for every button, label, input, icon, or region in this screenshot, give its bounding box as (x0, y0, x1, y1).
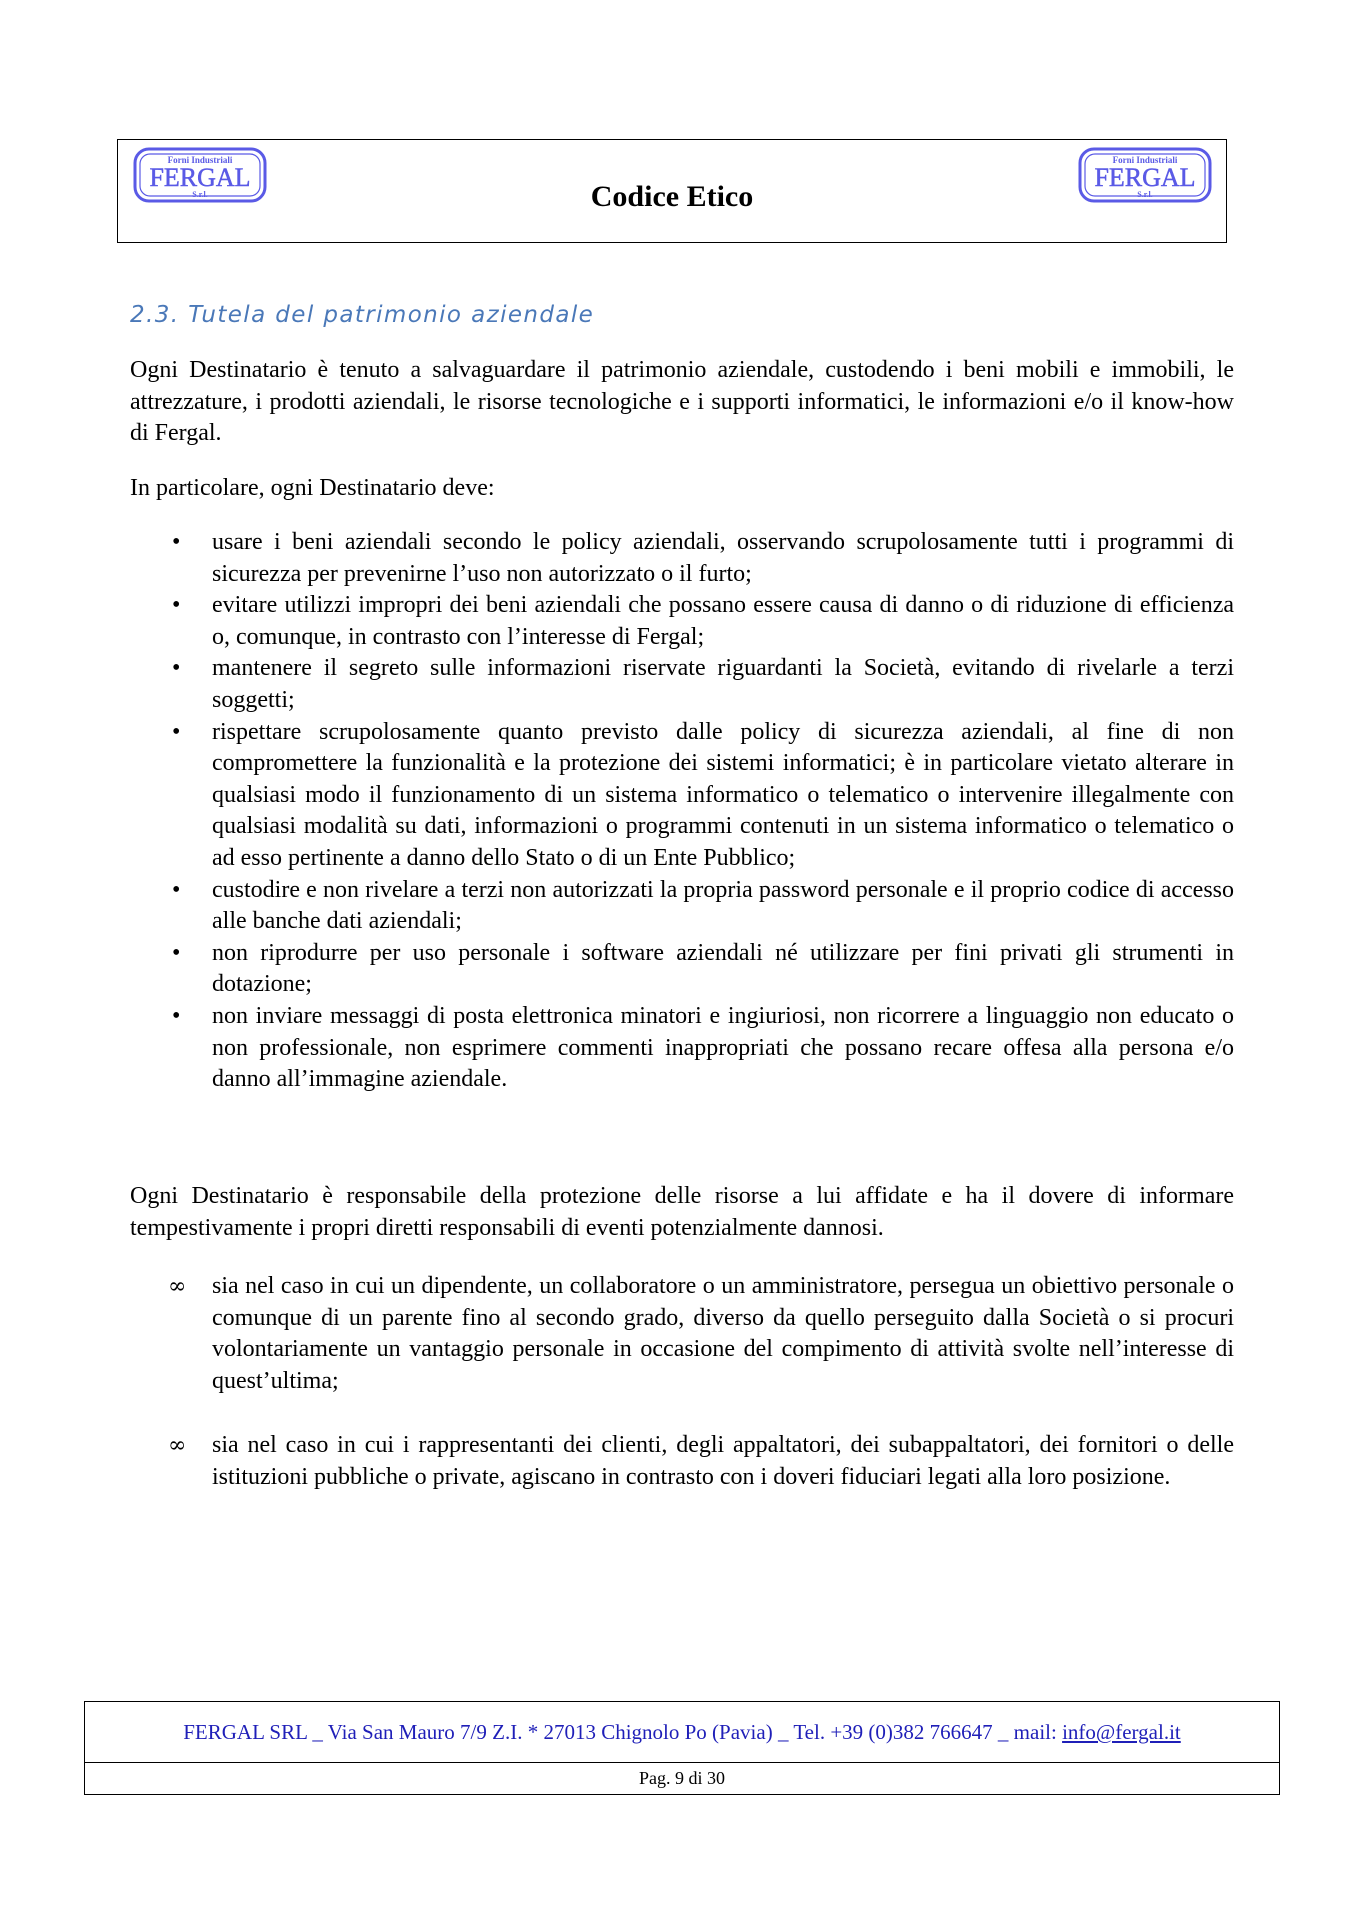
list-item (130, 653, 1234, 716)
page-footer (84, 1701, 1280, 1795)
list-item (130, 527, 1234, 590)
page-header (117, 139, 1227, 243)
bullet-icon: • (172, 718, 181, 745)
bullet-icon: • (172, 1002, 181, 1029)
list-item-text: sia nel caso in cui un dipendente, un collaboratore o un amministratore, persegua un obiettivo personale o comunque di un parente fino al secondo grado, diverso da quello perseguito dalla Società o si procuri volontariamente un vantaggio personale in occasione del compimento di attività svolte nell’interesse di quest’ultima; (212, 1273, 1234, 1394)
document-title: Codice Etico (590, 180, 754, 213)
bullet-icon: • (172, 939, 181, 966)
bullet-icon: • (172, 655, 181, 682)
section-heading: 2.3. Tutela del patrimonio aziendale (130, 302, 595, 328)
footer-email-link[interactable]: info@fergal.it (1062, 1720, 1181, 1744)
infinity-bullet-icon: ∞ (168, 1274, 187, 1299)
footer-company-line: FERGAL SRL _ Via San Mauro 7/9 Z.I. * 27013 Chignolo Po (Pavia) _ Tel. +39 (0)382 766647 _ mail: (183, 1720, 1063, 1744)
fergal-logo-right-graphic (1077, 146, 1213, 204)
fergal-logo-right (1077, 146, 1213, 204)
list-item (130, 1271, 1234, 1397)
logo-top-text: Forni Industriali (1112, 155, 1178, 165)
list-item-text: mantenere il segreto sulle informazioni riservate riguardanti la Società, evitando di rivelarle a terzi soggetti; (212, 655, 1234, 713)
list-item (130, 717, 1234, 875)
logo-suffix: S.r.l. (192, 190, 208, 199)
logo-name: FERGAL (1094, 163, 1196, 192)
logo-top-text: Forni Industriali (167, 155, 233, 165)
bullet-icon: • (172, 529, 181, 555)
case-list-1 (130, 1271, 1234, 1397)
list-item (130, 590, 1234, 653)
list-item-text: usare i beni aziendali secondo le policy aziendali, osservando scrupolosamente tutti i programmi di sicurezza per prevenirne l’uso non autorizzato o il furto; (212, 529, 1234, 587)
list-item (130, 938, 1234, 1001)
logo-name: FERGAL (149, 163, 251, 192)
list-item-text: non riprodurre per uso personale i software aziendali né utilizzare per fini privati gli strumenti in dotazione; (212, 939, 1234, 998)
intro-paragraph: Ogni Destinatario è tenuto a salvaguardare il patrimonio aziendale, custodendo i beni mobili e immobili, le attrezzature, i prodotti aziendali, le risorse tecnologiche e i supporti informatici, le informazioni e/o il know-how di Fergal. (130, 357, 1234, 447)
list-item-text: custodire e non rivelare a terzi non autorizzati la propria password personale e il proprio codice di accesso alle banche dati aziendali; (212, 876, 1234, 935)
list-item-text: rispettare scrupolosamente quanto previsto dalle policy di sicurezza aziendali, al fine di non compromettere la funzionalità e la protezione dei sistemi informatici; è in particolare vietato alterare in qualsiasi modo il funzionamento di un sistema informatico o telematico o intervenire illegalmente con qualsiasi modalità su dati, informazioni o programmi contenuti in un sistema informatico o telematico o ad esso pertinente a danno dello Stato o di un Ente Pubblico; (212, 718, 1234, 871)
case-list-2 (130, 1430, 1234, 1493)
lead-paragraph: In particolare, ogni Destinatario deve: (130, 475, 495, 501)
bullet-icon: • (172, 876, 181, 903)
page-number: Pag. 9 di 30 (638, 1768, 725, 1788)
list-item-text: sia nel caso in cui i rappresentanti dei clienti, degli appaltatori, dei subappaltatori, dei fornitori o delle istituzioni pubbliche o private, agiscano in contrasto con i doveri fiduciari legati alla loro posizione. (212, 1432, 1234, 1490)
list-item (130, 875, 1234, 938)
list-item-text: evitare utilizzi impropri dei beni aziendali che possano essere causa di danno o di riduzione di efficienza o, comunque, in contrasto con l’interesse di Fergal; (212, 592, 1234, 650)
infinity-bullet-icon: ∞ (168, 1433, 187, 1458)
obligations-list (130, 527, 1234, 1096)
list-item (130, 1430, 1234, 1493)
list-item (130, 1001, 1234, 1096)
logo-suffix: S.r.l. (1137, 190, 1153, 199)
list-item-text: non inviare messaggi di posta elettronica minatori e ingiuriosi, non ricorrere a linguaggio non educato o non professionale, non esprimere commenti inappropriati che possano recare offesa alla persona e/o danno all’immagine aziendale. (212, 1002, 1234, 1093)
responsibility-paragraph: Ogni Destinatario è responsabile della protezione delle risorse a lui affidate e ha il dovere di informare tempestivamente i propri diretti responsabili di eventi potenzialmente dannosi. (130, 1183, 1234, 1241)
bullet-icon: • (172, 592, 181, 619)
footer-contact (85, 1702, 1279, 1763)
